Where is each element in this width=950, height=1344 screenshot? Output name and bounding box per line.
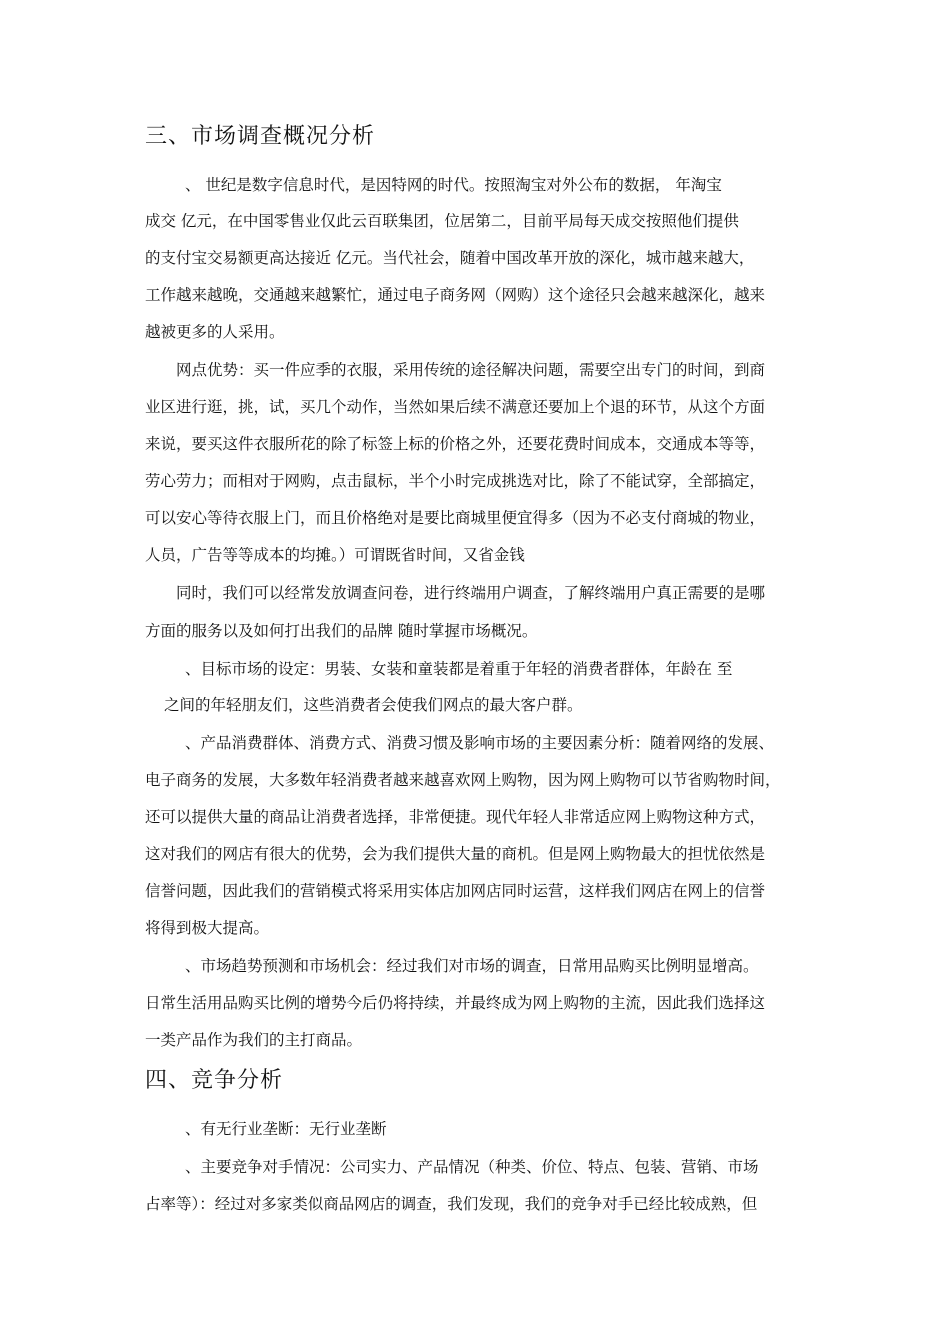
paragraph-line: 来说，要买这件衣服所花的除了标签上标的价格之外，还要花费时间成本，交通成本等等，	[145, 435, 766, 453]
paragraph-line: 、产品消费群体、消费方式、消费习惯及影响市场的主要因素分析：随着网络的发展、	[185, 734, 775, 752]
paragraph-line: 、主要竞争对手情况：公司实力、产品情况（种类、价位、特点、包装、营销、市场	[185, 1158, 759, 1176]
paragraph-line: 一类产品作为我们的主打商品。	[145, 1031, 363, 1049]
section-heading-market-survey: 三、市场调查概况分析	[145, 124, 376, 149]
paragraph-line: 同时，我们可以经常发放调查问卷，进行终端用户调查，了解终端用户真正需要的是哪	[176, 584, 766, 602]
paragraph-line: 劳心劳力；而相对于网购，点击鼠标，半个小时完成挑选对比，除了不能试穿，全部搞定，	[145, 472, 766, 490]
paragraph-line: 越被更多的人采用。	[145, 323, 285, 341]
paragraph-line: 的支付宝交易额更高达接近 亿元。当代社会，随着中国改革开放的深化，城市越来越大，	[145, 249, 755, 267]
paragraph-line: 可以安心等待衣服上门，而且价格绝对是要比商城里便宜得多（因为不必支付商城的物业，	[145, 509, 766, 527]
paragraph-line: 占率等）：经过对多家类似商品网店的调查，我们发现，我们的竞争对手已经比较成熟，但	[145, 1195, 758, 1213]
paragraph-line: 之间的年轻朋友们，这些消费者会使我们网点的最大客户群。	[164, 696, 583, 714]
paragraph-line: 、市场趋势预测和市场机会：经过我们对市场的调查，日常用品购买比例明显增高。	[185, 957, 759, 975]
paragraph-line: 将得到极大提高。	[145, 919, 270, 937]
paragraph-line: 、 世纪是数字信息时代，是因特网的时代。按照淘宝对外公布的数据， 年淘宝	[185, 176, 722, 194]
paragraph-line: 网点优势：买一件应季的衣服，采用传统的途径解决问题，需要空出专门的时间，到商	[176, 361, 766, 379]
paragraph-line: 电子商务的发展，大多数年轻消费者越来越喜欢网上购物，因为网上购物可以节省购物时间，	[145, 771, 781, 789]
paragraph-line: 、有无行业垄断：无行业垄断	[185, 1120, 387, 1138]
paragraph-line: 信誉问题，因此我们的营销模式将采用实体店加网店同时运营，这样我们网店在网上的信誉	[145, 882, 766, 900]
paragraph-line: 这对我们的网店有很大的优势，会为我们提供大量的商机。但是网上购物最大的担忧依然是	[145, 845, 766, 863]
section-heading-competition: 四、竞争分析	[145, 1068, 284, 1093]
paragraph-line: 人员，广告等等成本的均摊。）可谓既省时间，又省金钱	[145, 546, 525, 564]
paragraph-line: 工作越来越晚，交通越来越繁忙，通过电子商务网（网购）这个途径只会越来越深化，越来	[145, 286, 766, 304]
paragraph-line: 方面的服务以及如何打出我们的品牌 随时掌握市场概况。	[145, 622, 538, 640]
paragraph-line: 成交 亿元，在中国零售业仅此云百联集团，位居第二，目前平局每天成交按照他们提供	[145, 212, 739, 230]
paragraph-line: 、目标市场的设定：男装、女装和童装都是着重于年轻的消费者群体，年龄在 至	[185, 660, 733, 678]
paragraph-line: 日常生活用品购买比例的增势今后仍将持续，并最终成为网上购物的主流，因此我们选择这	[145, 994, 766, 1012]
paragraph-line: 还可以提供大量的商品让消费者选择，非常便捷。现代年轻人非常适应网上购物这种方式，	[145, 808, 766, 826]
paragraph-line: 业区进行逛，挑，试，买几个动作，当然如果后续不满意还要加上个退的环节，从这个方面	[145, 398, 766, 416]
